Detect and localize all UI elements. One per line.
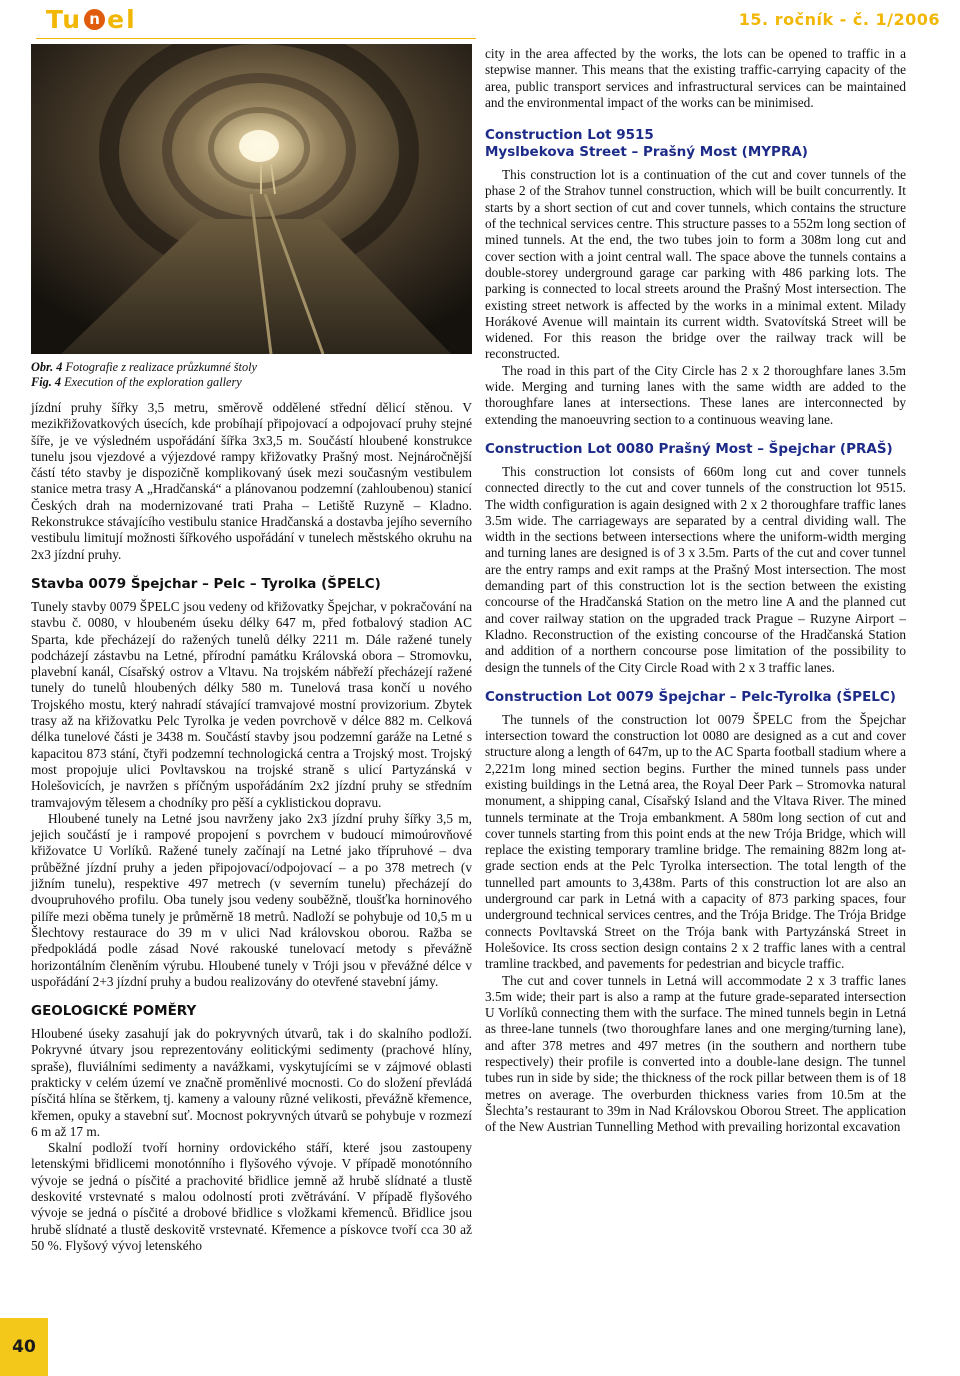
logo-text-start: Tu bbox=[46, 4, 83, 34]
en-heading-spelc: Construction Lot 0079 Špejchar – Pelc-Tyrolka (ŠPELC) bbox=[485, 688, 896, 705]
tunnel-photo-image bbox=[31, 44, 472, 354]
en-paragraph-3: This construction lot consists of 660m long cut and cover tunnels connected directly to the cut and cover tunnels of the construction lot 9515. The width configuration is again designed with 2 x 2 thoroughfare traffic lanes 3.5m wide. The carriageways are separated by a central dividing wall. The width in the sections between intersections where the uniform-width merging and turning lanes are designed is of 3 x 3.5m. Parts of the cut and cover tunnel are the entry ramps and exit ramps at the Prašný Most intersection. The most demanding part of this construction lot is the section between the existing concourse of the Hradčanská Station on the metro line A and the planned cut and cover railway station on the upgraded track Prague – Ruzyne Airport – Kladno. Reconstruction of the existing concourse of the Hradčanská Station and addition of a northern concourse pose limitation of the possibility to design the tunnels of the City Circle Road with 2 x 3 traffic lanes. bbox=[485, 463, 906, 675]
tunnel-photo bbox=[31, 44, 472, 354]
issue-label: 15. ročník - č. 1/2006 bbox=[738, 10, 940, 29]
header-rule bbox=[36, 38, 476, 39]
en-heading-pras: Construction Lot 0080 Prašný Most – Špejchar (PRAŠ) bbox=[485, 440, 893, 457]
caption-english bbox=[31, 375, 472, 390]
caption-english-label: Fig. 4 bbox=[31, 375, 62, 389]
english-column bbox=[485, 46, 906, 1136]
cz-paragraph-1: jízdní pruhy šířky 3,5 metru, směrově oddělené střední dělicí stěnou. V mezikřižovatkových úsecích, kde probíhají připojovací a odpojovací pruhy stejné šíře, je ve výsledném uspořádání šířka 3x3,5 m. Součástí hloubené konstrukce tunelu jsou vjezdové a výjezdové rampy křižovatky Prašný most. Nejnáročnější částí této stavby je dispozičně komplikovaný úsek mezi současným vestibulem stanice metra trasy A „Hradčanská“ a plánovanou podzemní (zahloubenou) stanicí Českých drah na modernizované trati Praha – Letiště Ruzyně – Kladno. Rekonstrukce stávajícího vestibulu stanice Hradčanská a dostavba jejího severního vestibulu limitují možnosti šířkového uspořádání v tunelech městského okruhu na 2x3 jízdní pruhy. bbox=[31, 400, 472, 562]
en-paragraph-0: city in the area affected by the works, the lots can be opened to traffic in a stepwise manner. This means that the existing traffic-carrying capacity of the area, public transport services and infrastructural services can be maintained and the environmental impact of the works can be minimised. bbox=[485, 46, 906, 110]
en-paragraph-5: The cut and cover tunnels in Letná will accommodate 2 x 3 traffic lanes 3.5m wide; their part is also a ramp at the future grade-separated intersection U Vorlíků connecting them with the surface. The mined tunnels begin in Letná as three-lane tunnels (two thoroughfare lanes and one merging/turning lane), and after 378 metres and 497 metres (in the southern and northern tube respectively) their profile is converted into a double-lane design. The tunnel tubes run in side by side; the thickness of the rock pillar between them is of 18 metres on average. The overburden thickness varies from 10.5m at the Šlechta’s restaurant to 39m in Nad Královskou Oborou Street. The application of the New Austrian Tunnelling Method with prevailing horizontal excavation bbox=[485, 972, 906, 1135]
en-paragraph-1: This construction lot is a continuation of the cut and cover tunnels of the phase 2 of the Strahov tunnel construction, which will be built concurrently. It starts by a short section of cut and cover tunnels, which contains the structure of the technical services centre. This structure passes to a 552m long section of mined tunnels. At the end, the two tubes join to form a 308m long cut and cover section with a joint central wall. The space above the tunnels contains a double-storey underground garage car parking with 486 parking lots. The parking is connected to local streets around the Prašný Most intersection. The existing street network is affected by the works in a minimal extent. Milady Horákové Avenue will maintain its current width. Svatovítská Street will be widened. For this reason the bridge over the railway track will be reconstructed. bbox=[485, 167, 906, 362]
logo-ring: n bbox=[84, 9, 105, 30]
en-paragraph-2: The road in this part of the City Circle has 2 x 2 thoroughfare lanes 3.5m wide. Merging and turning lanes with the same width are added to the thoroughfare lanes at intersections. These lanes are interconnected by extending the manoeuvring section to a continuous weaving lane. bbox=[485, 362, 906, 427]
cz-paragraph-3: Hloubené tunely na Letné jsou navrženy jako 2x3 jízdní pruhy šířky 3,5 m, jejich součástí je i rampové propojení s povrchem v budoucí mimoúrovňové křižovatce U Vorlíků. Ražené tunely začínají na Letné jako třípruhové – dva průběžné jízdní pruhy a jeden připojovací/odpojovací – a po 378 metrech (v jižním tunelu), respektive 497 metrech (v severním tunelu) přecházejí do dvoupruhového profilu. Oba tunely jsou vedeny souběžně, tloušťka horninového pilíře mezi oběma tunely je průměrně 18 metrů. Nadloží se pohybuje od 10,5 m u Šlechtovy restaurace do 39 m v ulici Nad královskou oborou. Ražba se předpokládá podle zásad Nové rakouské tunelovací metody s převážně horizontálním členěním výrubu. Hloubené tunely v Tróji jsou v převážné délce v uspořádání 2+3 jízdní pruhy a budou realizovány do otevřené stavební jámy. bbox=[31, 810, 472, 989]
czech-column bbox=[31, 400, 472, 1254]
caption-czech-text: Fotografie z realizace průzkumné štoly bbox=[65, 360, 257, 374]
en-heading-mypra bbox=[485, 127, 906, 161]
figure-caption bbox=[31, 360, 472, 390]
en-heading-mypra-line2: Myslbekova Street – Prašný Most (MYPRA) bbox=[485, 144, 808, 161]
tunel-logo bbox=[46, 4, 137, 34]
caption-czech bbox=[31, 360, 472, 375]
page-header bbox=[0, 0, 960, 44]
caption-czech-label: Obr. 4 bbox=[31, 360, 63, 374]
en-paragraph-4: The tunnels of the construction lot 0079 ŠPELC from the Špejchar intersection toward the construction lot 0080 are designed as a cut and cover structure along a length of 647m, up to the AC Sparta football stadium where a 2,221m long mined section begins. Further the mined tunnels pass under existing buildings in the Letná area, the Royal Deer Park – Stromovka natural monument, a shipping canal, Císařský Island and the Vltava River. The mined tunnels terminate at the Troja embankment. A 580m long section of cut and cover tunnels starting from this point ends at the new Trója Bridge, which will replace the existing temporary tramline bridge. The remaining 882m long at-grade section ends at the Pelc Tyrolka intersection. The total length of the tunnelled part amounts to 3,438m. Parts of this construction lot are also an underground car park in Letná with a capacity of 873 parking spaces, four underground technical services centres, and the Trója Bridge. The Trója Bridge connects Povltavská Street on the Trója bank with Partyzánská Street in Holešovice. Its cross section design contains 2 x 2 traffic lanes with a central tramline trackbed, and pavements for pedestrian and bicycle traffic. bbox=[485, 711, 906, 972]
en-heading-mypra-line1: Construction Lot 9515 bbox=[485, 127, 654, 144]
caption-english-text: Execution of the exploration gallery bbox=[64, 375, 242, 389]
cz-paragraph-4: Hloubené úseky zasahují jak do pokryvných útvarů, tak i do skalního podloží. Pokryvné útvary jsou reprezentovány eolitickými sedimenty (prachové hlíny, spraše), fluviálními sedimenty a navážkami, vyskytujícími se v zájmové oblasti prakticky v celém území ve značně proměnlivé mocnosti. Co do složení převládá písčitá hlína se štěrkem, tj. kameny a valouny různé velikosti, převážně křemence, křemen, opuky a stavební suť. Mocnost pokryvných útvarů se pohybuje v rozmezí 6 m až 17 m. bbox=[31, 1026, 472, 1139]
cz-paragraph-2: Tunely stavby 0079 ŠPELC jsou vedeny od křižovatky Špejchar, v pokračování na stavbu č. 0080, v hloubeném úseku délky 647 m, před fotbalový stadion AC Sparta, kde přecházejí do ražených tunelů délky 2211 m. Dále ražené tunely podcházejí zástavbu na Letné, přírodní památku Královská obora – Stromovku, plavební kanál, Císařský ostrov a Vltavu. Na trojském nábřeží přecházejí ražené tunely do tunelů hloubených délky 580 m. Tunelová trasa končí u nového Trojského mostu, který nahradí stávající tramvajové mostní provizorium. Zbytek trasy až na křižovatku Pelc Tyrolka je veden povrchově v délce 882 m. Celková délka tunelové části je 3438 m. Součástí stavby jsou podzemní garáže na Letné s kapacitou 873 stání, čtyři podzemní technologická centra a Trojský most. Trojský most propojuje ulici Povltavskou na trojské straně s ulicí Partyzánská v Holešovicích, je navržen s příčným uspořádáním 2x2 jízdní pruhy se středním tramvajovým tělesem a chodníky pro pěší a cyklistickou dopravu. bbox=[31, 598, 472, 810]
cz-heading-geology: GEOLOGICKÉ POMĚRY bbox=[31, 1003, 197, 1020]
page-number: 40 bbox=[0, 1318, 48, 1376]
logo-text-end: el bbox=[107, 4, 137, 34]
cz-paragraph-5: Skalní podloží tvoří horniny ordovického stáří, které jsou zastoupeny letenskými břidlicemi monotónního i flyšového vývoje. V případě monotónního vývoje se jedná o písčité a prachovité břidlice jemně až hrubě slídnaté a tlustě deskovité vrstevnaté s malou odolností proti zvětrávání. V případě flyšového vývoje se jedná o písčité a drobové břidlice s vložkami křemenců. Břidlice jsou hrubě slídnaté a tlustě deskovitě vrstevnaté. Křemence a pískovce tvoří cca 30 až 50 %. Flyšový vývoj letenského bbox=[31, 1140, 472, 1253]
cz-heading-spelc: Stavba 0079 Špejchar – Pelc – Tyrolka (ŠPELC) bbox=[31, 575, 381, 592]
